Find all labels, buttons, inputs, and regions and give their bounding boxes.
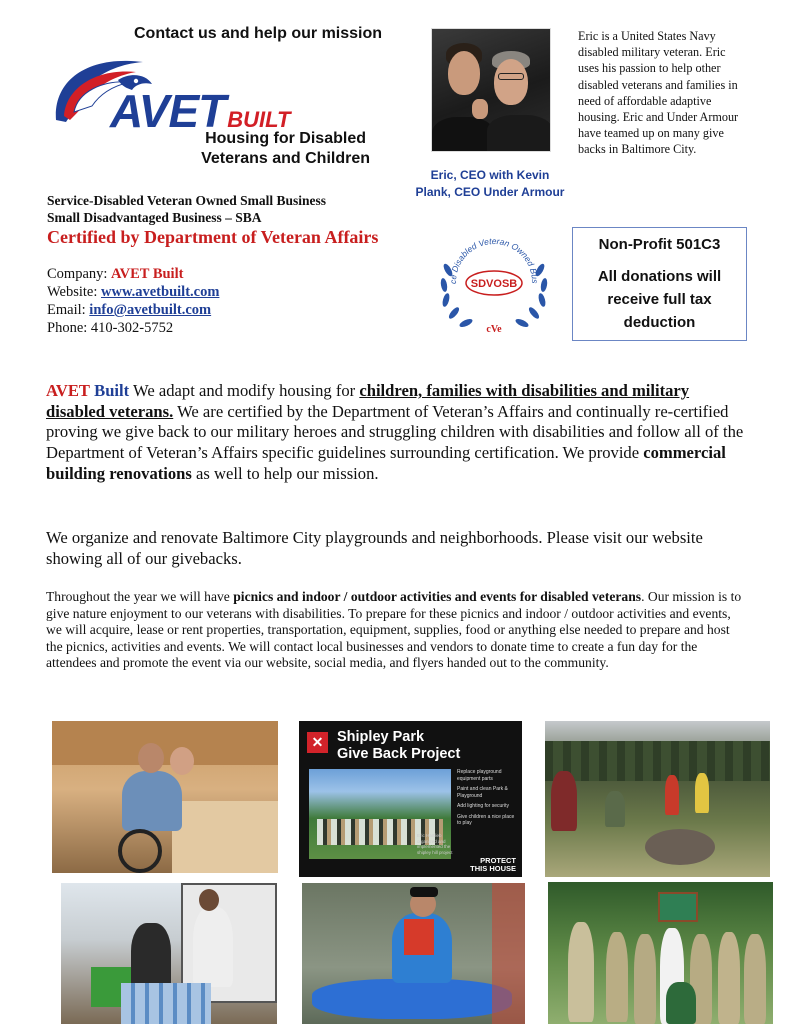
- avet-built-logo: [48, 50, 370, 170]
- shipley-bullets: [457, 769, 517, 831]
- paragraph-about: [46, 381, 746, 485]
- cert-va: Certified by Department of Veteran Affairs: [47, 227, 379, 247]
- nonprofit-body: [573, 265, 746, 334]
- events-start: Throughout the year we will have: [46, 589, 234, 604]
- phone-number: 410-302-5752: [90, 320, 174, 336]
- eric-caption-line1: Eric, CEO with Kevin: [430, 168, 550, 182]
- protect-line1: PROTECT: [480, 856, 516, 865]
- company-name: AVET Built: [111, 266, 184, 282]
- website-label: Website:: [47, 284, 98, 300]
- shipley-bullet: Paint and clean Park & Playground: [457, 786, 508, 799]
- photo-veteran-kayak: [302, 883, 525, 1024]
- nonprofit-box: [572, 227, 747, 341]
- photo-supply-truck: [61, 883, 277, 1024]
- wheelchair-icon: [110, 821, 180, 873]
- nonprofit-line2: receive full tax: [607, 291, 712, 308]
- nonprofit-line3: deduction: [623, 314, 696, 331]
- events-bold: picnics and indoor / outdoor activities and events for disabled veterans: [233, 589, 642, 604]
- nonprofit-title: Non-Profit 501C3: [598, 236, 721, 253]
- eric-caption-line2: Plank, CEO Under Armour: [415, 185, 565, 199]
- about-emphasis: children, families with disabilities and military disabled veterans.: [46, 381, 690, 421]
- logo-avet: AVET: [110, 85, 226, 137]
- shipley-bullet: Replace playground equipment parts: [457, 769, 502, 782]
- about-intro: We adapt and modify housing for: [129, 381, 360, 400]
- protect-this-house: [470, 857, 516, 873]
- shipley-title-line1: Shipley Park: [337, 729, 425, 745]
- logo-built: BUILT: [227, 107, 291, 132]
- contact-company: [47, 266, 183, 283]
- nonprofit-line1: All donations will: [597, 268, 722, 285]
- phone-label: Phone:: [47, 320, 88, 336]
- about-middle: We are certified by the Department of Veteran’s Affairs and continually re-certified proving we give back to our military heroes and struggling children with disabilities and follow all of the Department of Veteran’s Affairs specific guidelines surrounding certification. We provide: [46, 401, 744, 463]
- logo-tagline-2: Veterans and Children: [201, 150, 370, 167]
- photo-kitchen-wheelchair: [52, 721, 278, 873]
- photo-veterans-group: [548, 882, 773, 1024]
- under-armour-logo-icon: ✕: [307, 732, 328, 753]
- shipley-photo-caption: Eric Hartlieb organized and implemented the shipley hill project: [417, 833, 453, 855]
- brand-avet: AVET: [46, 381, 90, 400]
- company-label: Company:: [47, 266, 108, 282]
- protect-line2: THIS HOUSE: [470, 864, 516, 873]
- events-end: . Our mission is to give nature enjoyment to our veterans with disabilities. To prepare for these picnics and indoor / outdoor activities and events, we will acquire, lease or rent properties, transportation, equipment, supplies, food or anything else needed to prepare and host the picnics, activities and events. We will contact local businesses and vendors to donate time to create a fun day for the attendees and promote the event via our website, social media, and flyers handed out to the community.: [46, 589, 742, 671]
- page-title: Contact us and help our mission: [134, 25, 383, 42]
- brand-built: Built: [94, 381, 130, 400]
- email-link[interactable]: info@avetbuilt.com: [89, 302, 212, 318]
- photo-veterans-campfire: [545, 721, 770, 877]
- eric-bio: Eric is a United States Navy disabled military veteran. Eric uses his passion to help other disabled veterans and families in need of affordable adaptive housing. Eric and Under Armour have teamed up on many give backs in Baltimore City.: [578, 29, 739, 157]
- sdvosb-seal: [434, 230, 554, 340]
- seal-ring-text: ce Disabled Veteran Owned Bus: [447, 235, 541, 285]
- shipley-park-flyer: [299, 721, 522, 877]
- seal-center-text: SDVOSB: [470, 278, 518, 290]
- logo-tagline-1: Housing for Disabled: [205, 130, 366, 147]
- shipley-title-line2: Give Back Project: [337, 746, 461, 762]
- website-link[interactable]: www.avetbuilt.com: [101, 284, 220, 300]
- about-end: as well to help our mission.: [191, 463, 379, 483]
- cert-sba: Small Disadvantaged Business – SBA: [47, 210, 262, 225]
- shipley-bullet: Add lighting for security: [457, 803, 509, 809]
- about-commercial: commercial building renovations: [46, 443, 726, 483]
- paragraph-playgrounds: We organize and renovate Baltimore City playgrounds and neighborhoods. Please visit our website showing all of our givebacks.: [46, 528, 703, 568]
- seal-cve-mark: cVe: [486, 324, 502, 335]
- paragraph-events: [46, 589, 746, 672]
- contact-phone: [47, 320, 173, 337]
- eric-photo-caption: [410, 167, 570, 201]
- email-label: Email:: [47, 302, 86, 318]
- contact-website: [47, 284, 219, 301]
- contact-email: [47, 302, 211, 319]
- shipley-title: [337, 729, 497, 763]
- cert-sdvosb: Service-Disabled Veteran Owned Small Business: [47, 193, 327, 208]
- shipley-bullet: Give children a nice place to play: [457, 813, 515, 826]
- eric-kevin-photo: [431, 28, 551, 152]
